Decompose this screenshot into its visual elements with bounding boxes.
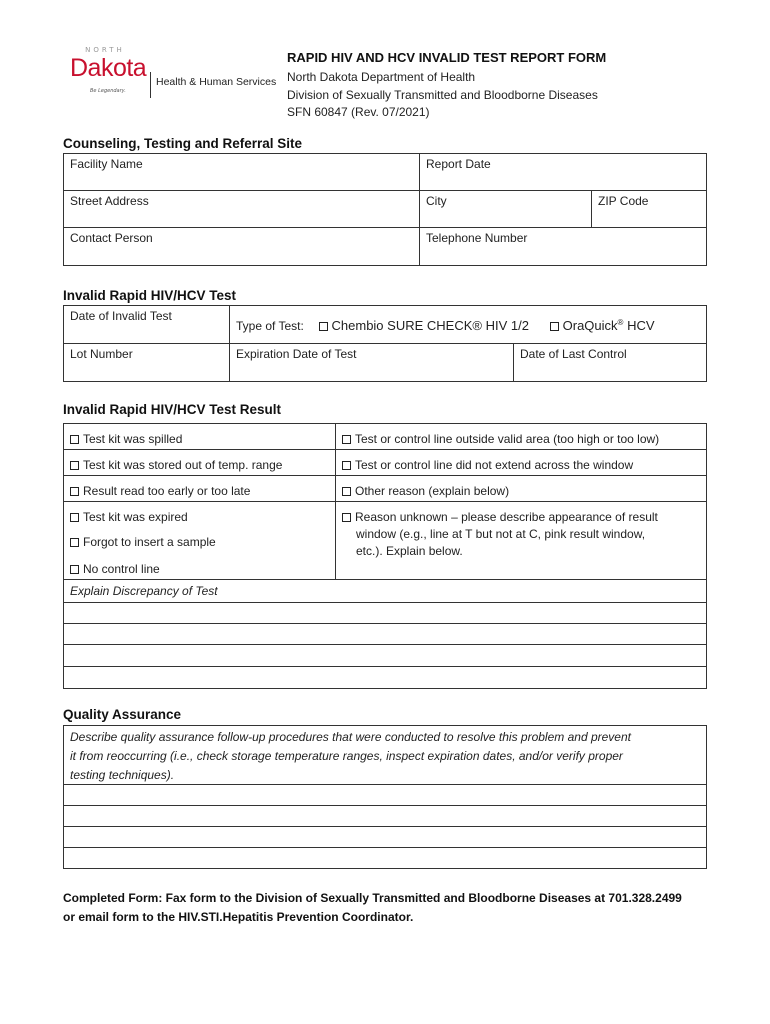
oraquick-checkbox[interactable] (550, 322, 559, 331)
qa-line-input-3[interactable] (64, 827, 706, 847)
street-address-field[interactable] (64, 191, 419, 227)
footer-line1: Completed Form: Fax form to the Division of Sexually Transmitted and Bloodborne Diseases at 701.328.2499 (63, 891, 682, 905)
logo-divider (150, 72, 151, 98)
oraquick-label: OraQuick (562, 318, 618, 333)
divider (335, 424, 336, 579)
type-of-test-row (230, 315, 706, 343)
contact-person-field[interactable] (64, 228, 419, 265)
stored-out-of-range-label: Test kit was stored out of temp. range (83, 458, 283, 472)
header-line-department: North Dakota Department of Health (287, 70, 476, 84)
date-of-invalid-test-field[interactable] (64, 306, 229, 343)
logo-tagline: Be Legendary. (90, 88, 126, 94)
line-not-extend-label: Test or control line did not extend across the window (355, 458, 634, 472)
forgot-sample-checkbox[interactable] (70, 538, 79, 547)
result-option-line-outside-area[interactable] (342, 432, 659, 446)
stored-out-of-range-checkbox[interactable] (70, 461, 79, 470)
footer-line2: or email form to the HIV.STI.Hepatitis Prevention Coordinator. (63, 910, 414, 924)
report-date-field[interactable] (420, 154, 706, 190)
explain-discrepancy-label: Explain Discrepancy of Test (70, 584, 218, 598)
zip-code-label: ZIP Code (598, 194, 649, 208)
qa-table (63, 725, 707, 869)
telephone-number-label: Telephone Number (426, 231, 528, 245)
result-option-expired[interactable] (70, 510, 188, 524)
qa-line-input-2[interactable] (64, 806, 706, 826)
oraquick-option[interactable] (550, 318, 655, 333)
section-title-ctr: Counseling, Testing and Referral Site (63, 136, 303, 151)
other-reason-label: Other reason (explain below) (355, 484, 510, 498)
logo-state-word: NORTH (85, 46, 125, 54)
lot-number-label: Lot Number (70, 347, 133, 361)
street-address-label: Street Address (70, 194, 149, 208)
chembio-option[interactable] (319, 318, 529, 333)
spilled-checkbox[interactable] (70, 435, 79, 444)
reason-unknown-line2: window (e.g., line at T but not at C, pink result window, (356, 527, 646, 541)
facility-name-field[interactable] (64, 154, 419, 190)
invalid-test-table (63, 305, 707, 382)
qa-line-input-1[interactable] (64, 785, 706, 805)
read-timing-checkbox[interactable] (70, 487, 79, 496)
form-title: RAPID HIV AND HCV INVALID TEST REPORT FORM (287, 50, 607, 65)
expiration-date-field[interactable] (230, 344, 513, 381)
result-option-spilled[interactable] (70, 432, 182, 446)
expiration-date-label: Expiration Date of Test (236, 347, 357, 361)
chembio-checkbox[interactable] (319, 322, 328, 331)
no-control-line-label: No control line (83, 562, 160, 576)
section-title-qa: Quality Assurance (63, 707, 182, 722)
explain-line-2[interactable] (64, 624, 706, 644)
result-table (63, 423, 707, 689)
facility-name-label: Facility Name (70, 157, 143, 171)
no-control-line-checkbox[interactable] (70, 565, 79, 574)
qa-line3: testing techniques). (70, 768, 175, 782)
section-title-invalid-test: Invalid Rapid HIV/HCV Test (63, 288, 237, 303)
explain-discrepancy-field[interactable] (64, 581, 706, 602)
divider (64, 501, 706, 502)
result-option-no-control-line[interactable] (70, 562, 160, 576)
header-line-form-number: SFN 60847 (Rev. 07/2021) (287, 105, 430, 119)
section-title-result: Invalid Rapid HIV/HCV Test Result (63, 402, 282, 417)
date-of-invalid-test-label: Date of Invalid Test (70, 309, 172, 323)
line-outside-area-checkbox[interactable] (342, 435, 351, 444)
city-label: City (426, 194, 447, 208)
submission-instructions (63, 889, 723, 927)
chembio-label: Chembio SURE CHECK® HIV 1/2 (331, 318, 529, 333)
spilled-label: Test kit was spilled (83, 432, 183, 446)
read-timing-label: Result read too early or too late (83, 484, 251, 498)
result-option-other-reason[interactable] (342, 484, 509, 498)
explain-line-3[interactable] (64, 645, 706, 666)
divider (64, 475, 706, 476)
forgot-sample-label: Forgot to insert a sample (83, 535, 216, 549)
nd-hhs-logo (70, 46, 275, 106)
header-line-division: Division of Sexually Transmitted and Bloodborne Diseases (287, 87, 598, 102)
result-option-reason-unknown[interactable] (342, 509, 682, 560)
expired-label: Test kit was expired (83, 510, 188, 524)
lot-number-field[interactable] (64, 344, 229, 381)
other-reason-checkbox[interactable] (342, 487, 351, 496)
logo-name: Dakota (70, 54, 147, 82)
contact-person-label: Contact Person (70, 231, 153, 245)
form-header (287, 50, 606, 122)
reason-unknown-checkbox[interactable] (342, 513, 351, 522)
explain-line-4[interactable] (64, 667, 706, 688)
date-last-control-field[interactable] (514, 344, 706, 381)
date-last-control-label: Date of Last Control (520, 347, 627, 361)
explain-line-1[interactable] (64, 603, 706, 623)
divider (64, 579, 706, 580)
result-option-forgot-sample[interactable] (70, 535, 216, 549)
ctr-site-table (63, 153, 707, 266)
reason-unknown-line3: etc.). Explain below. (356, 544, 463, 558)
expired-checkbox[interactable] (70, 513, 79, 522)
qa-line2: it from reoccurring (i.e., check storage temperature ranges, inspect expiration dates, and/or verify proper (70, 749, 623, 763)
type-of-test-label: Type of Test: (236, 319, 304, 333)
qa-line1: Describe quality assurance follow-up procedures that were conducted to resolve this problem and prevent (70, 730, 631, 744)
telephone-number-field[interactable] (420, 228, 706, 265)
line-outside-area-label: Test or control line outside valid area (too high or too low) (355, 432, 660, 446)
result-option-read-timing[interactable] (70, 484, 250, 498)
oraquick-trademark: ® (617, 318, 624, 327)
reason-unknown-line1: Reason unknown – please describe appearance of result (355, 510, 658, 524)
divider (64, 449, 706, 450)
report-date-label: Report Date (426, 157, 491, 171)
zip-code-field[interactable] (592, 191, 706, 227)
qa-line-input-4[interactable] (64, 848, 706, 868)
qa-instructions (64, 726, 706, 784)
result-option-stored-out-of-range[interactable] (70, 458, 282, 472)
line-not-extend-checkbox[interactable] (342, 461, 351, 470)
oraquick-suffix: HCV (627, 318, 655, 333)
result-option-line-not-extend[interactable] (342, 458, 633, 472)
city-field[interactable] (420, 191, 591, 227)
logo-department: Health & Human Services (156, 76, 277, 88)
